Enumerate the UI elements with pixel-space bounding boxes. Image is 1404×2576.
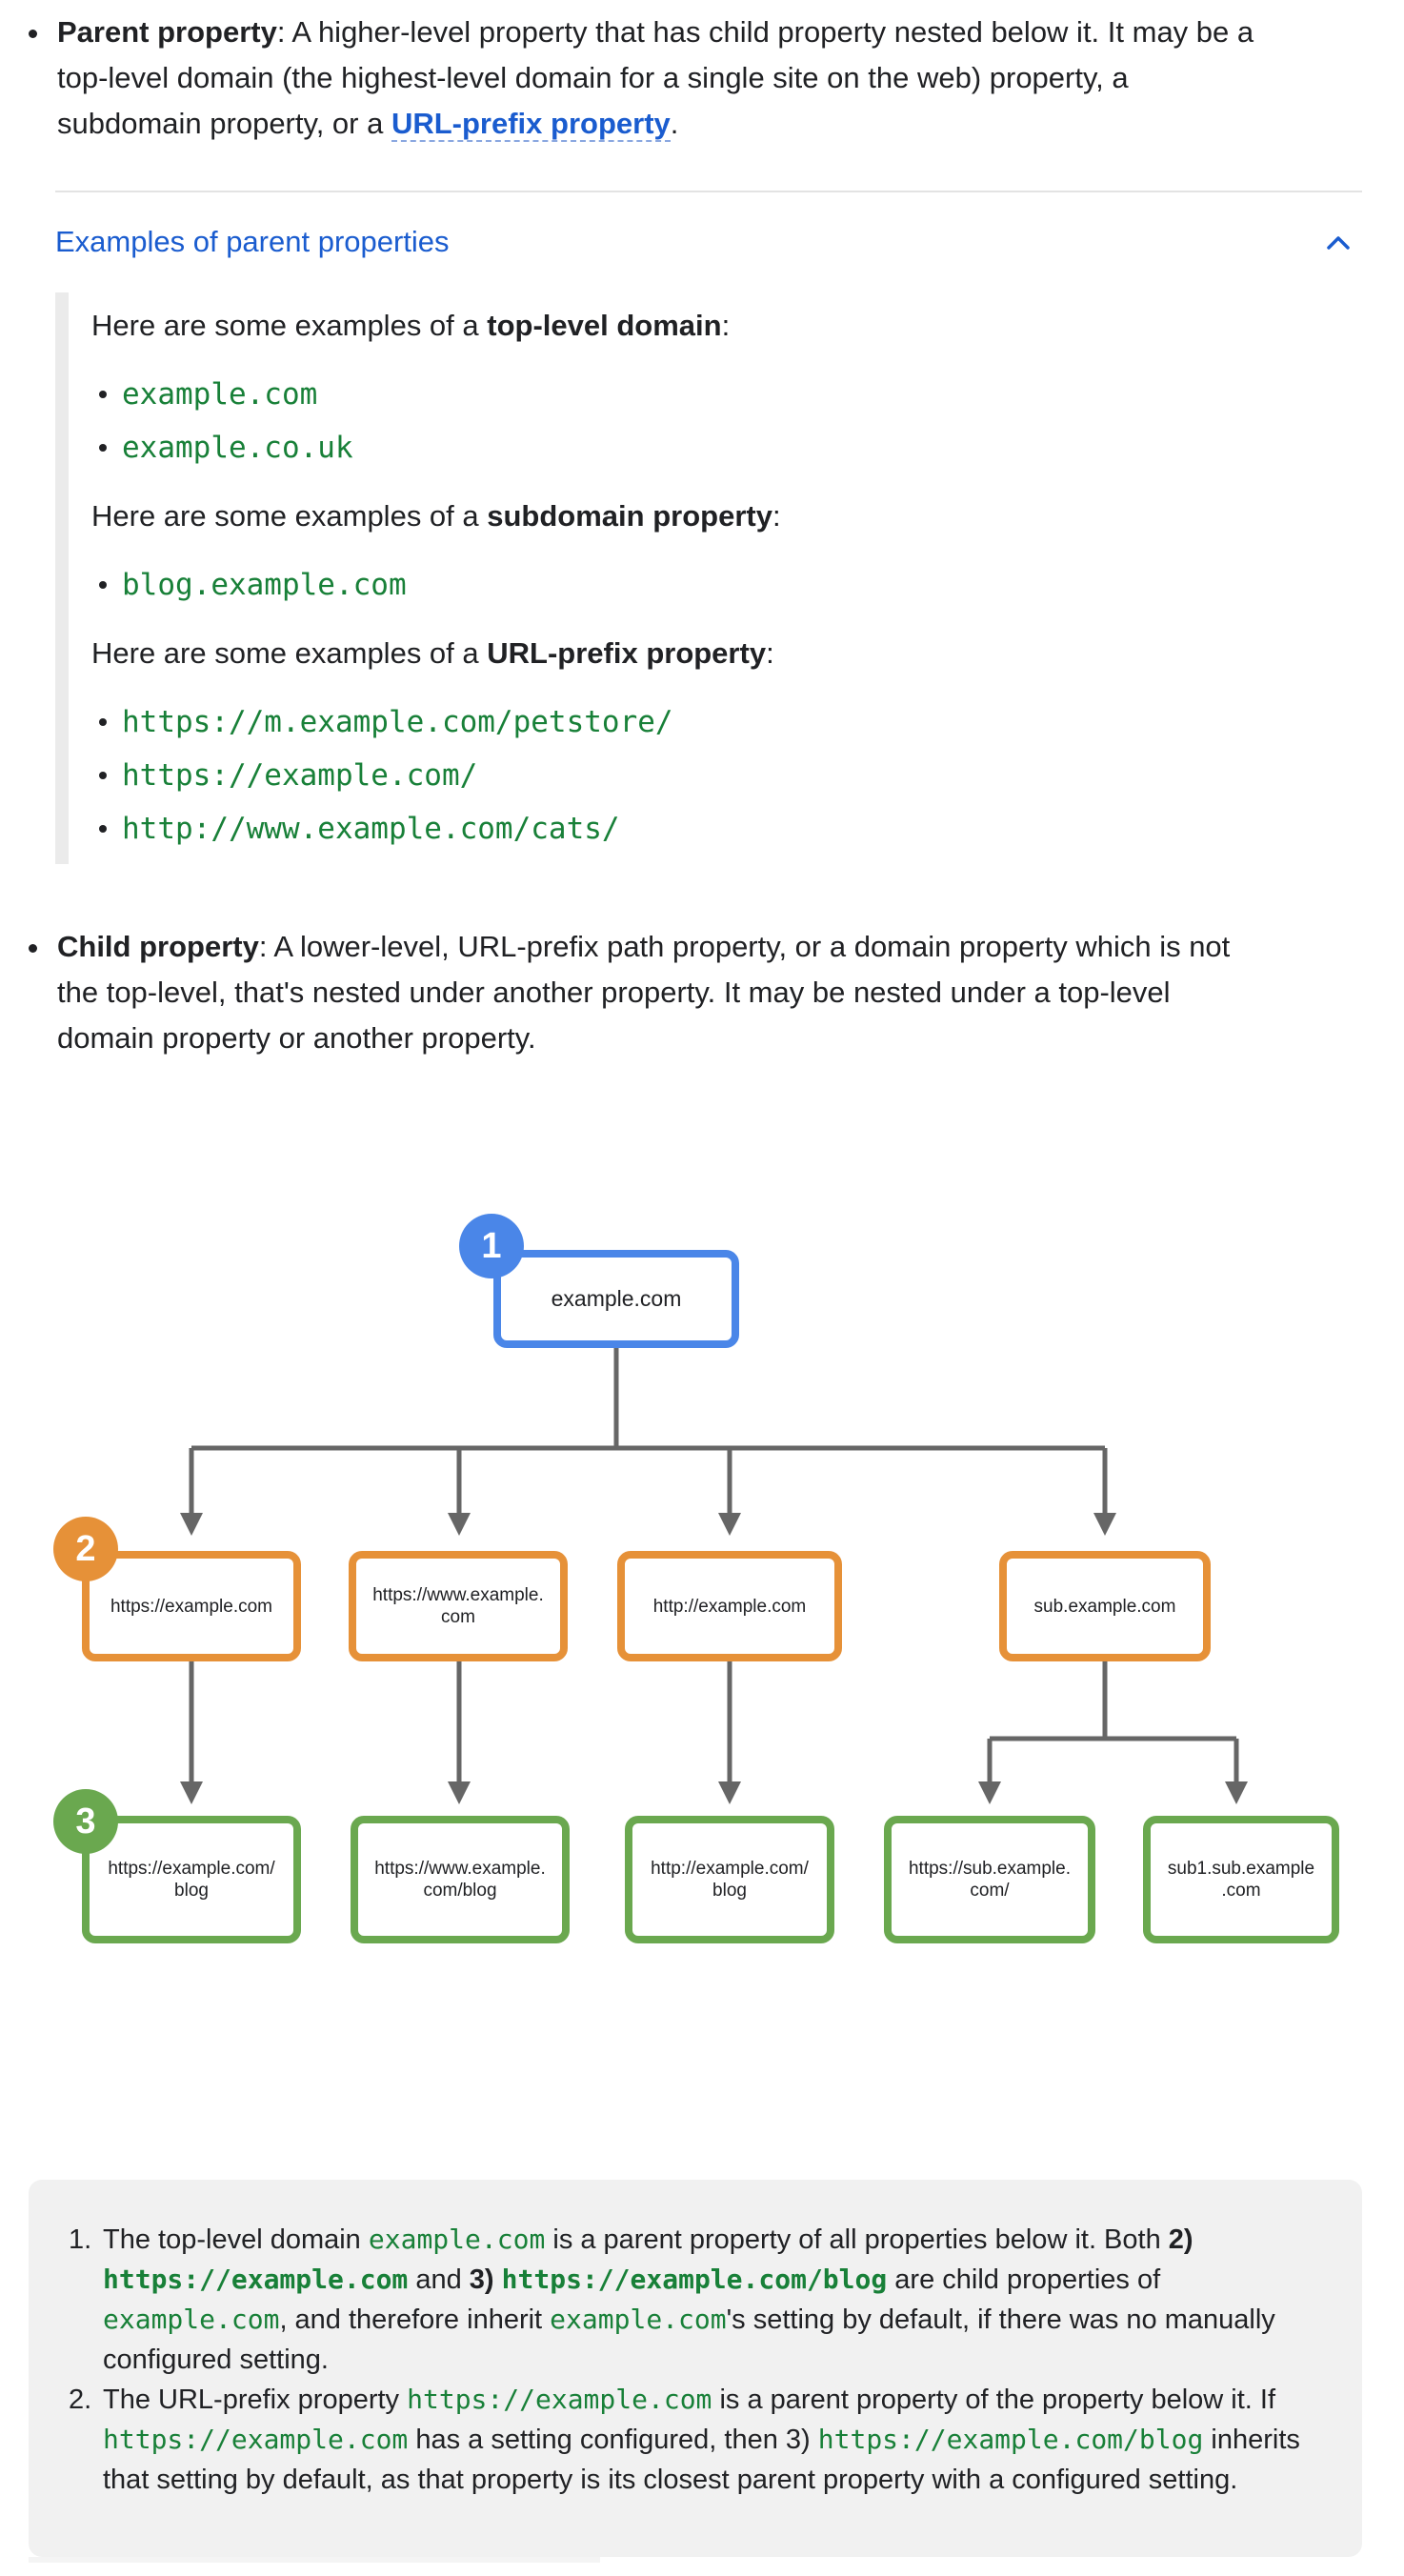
page: Parent property: A higher-level property that has child property nested below it. It may be a top-level domain (the highest-level domain for a single site on the web) property, a subdomain property, or a URL-prefix property. Examples of parent properties Here are some examples of a top-level domain: example.com example.co.uk Here are some examples of a subdomain property: blog.example.com Here are some examples of a URL-prefix property: https://m.example.com/petstore/ https://example.com/ http://www.example.com/cats/ Child property: A lower-level, URL-prefix path property, or a domain property which is not the top-level, that's nested under another property. It may be nested under a top-level domain property or another property. example.com https://example.com https://www.example. com http://example.com sub.example.com https://example.com/ blog https://www.example. com/blog http://example.com/ blog https://sub.example. com/ sub1.sub.example .com 1 2 3 1. The top-level domain example.com is a parent property of all properties below it. Both 2) https://example.com and 3) https://example.com/blog are child properties of example.com, and therefore inherit example.com's setting by default, if there was no manually configured setting. 2. The URL-prefix property https://example.com is a parent property of the property below it. If https://example.com has a setting configured, then 3) https://example.com/blog inherits that setting by default, as that property is its closest parent property with a configured setting. xyxy=(0,0,1404,2576)
diagram-node-level2: https://www.example. com xyxy=(349,1551,568,1661)
chevron-up-icon[interactable] xyxy=(1324,229,1353,257)
child-property-term: Child property xyxy=(57,930,259,963)
url-prefix-property-link[interactable]: URL-prefix property xyxy=(391,107,671,140)
badge-3: 3 xyxy=(53,1789,118,1854)
notes-box xyxy=(29,2180,1362,2557)
diagram-node-level2: https://example.com xyxy=(82,1551,301,1661)
child-property-paragraph xyxy=(57,924,1372,1061)
diagram-node-level3: https://example.com/ blog xyxy=(82,1816,301,1943)
url-prefix-intro: Here are some examples of a URL-prefix property: xyxy=(91,636,774,670)
top-level-intro: Here are some examples of a top-level domain: xyxy=(91,309,731,342)
footer-shadow xyxy=(29,2557,600,2563)
diagram-node-level3: sub1.sub.example .com xyxy=(1143,1816,1339,1943)
examples-expander-title[interactable]: Examples of parent properties xyxy=(55,225,450,258)
child-text-1: : A lower-level, URL-prefix path property, or a domain property which is not xyxy=(258,930,1231,963)
parent-property-term: Parent property xyxy=(57,15,277,49)
property-hierarchy-diagram xyxy=(0,1210,1404,1972)
child-text-2: the top-level, that's nested under another property. It may be nested under a top-level xyxy=(57,976,1171,1009)
parent-text-4: . xyxy=(670,107,679,140)
parent-property-paragraph xyxy=(57,10,1372,147)
badge-1: 1 xyxy=(459,1214,524,1278)
diagram-node-level3: https://www.example. com/blog xyxy=(351,1816,570,1943)
parent-text-1: : A higher-level property that has child property nested below it. It may be a xyxy=(276,15,1254,49)
bullet-dot xyxy=(29,30,37,38)
parent-text-3: subdomain property, or a xyxy=(57,107,391,140)
diagram-node-level3: https://sub.example. com/ xyxy=(884,1816,1095,1943)
note-item-1: 1. The top-level domain example.com is a parent property of all properties below it. Both 2) https://example.com and 3) https://example.com/blog are child properties of example.com, and therefore inherit example.com's setting by default, if there was no manually configured setting. xyxy=(69,2224,1275,2375)
parent-text-2: top-level domain (the highest-level domain for a single site on the web) property, a xyxy=(57,61,1129,94)
subdomain-intro: Here are some examples of a subdomain property: xyxy=(91,499,781,533)
child-text-3: domain property or another property. xyxy=(57,1021,536,1055)
badge-2: 2 xyxy=(53,1517,118,1581)
diagram-node-root: example.com xyxy=(493,1250,739,1348)
diagram-node-level2: sub.example.com xyxy=(999,1551,1211,1661)
note-item-2: 2. The URL-prefix property https://example.com is a parent property of the property below it. If https://example.com has a setting configured, then 3) https://example.com/blog inherits that setting by default, as that property is its closest parent property with a configured setting. xyxy=(69,2384,1300,2495)
diagram-node-level2: http://example.com xyxy=(617,1551,842,1661)
bullet-dot xyxy=(29,944,37,953)
divider xyxy=(55,191,1362,192)
diagram-node-level3: http://example.com/ blog xyxy=(625,1816,834,1943)
